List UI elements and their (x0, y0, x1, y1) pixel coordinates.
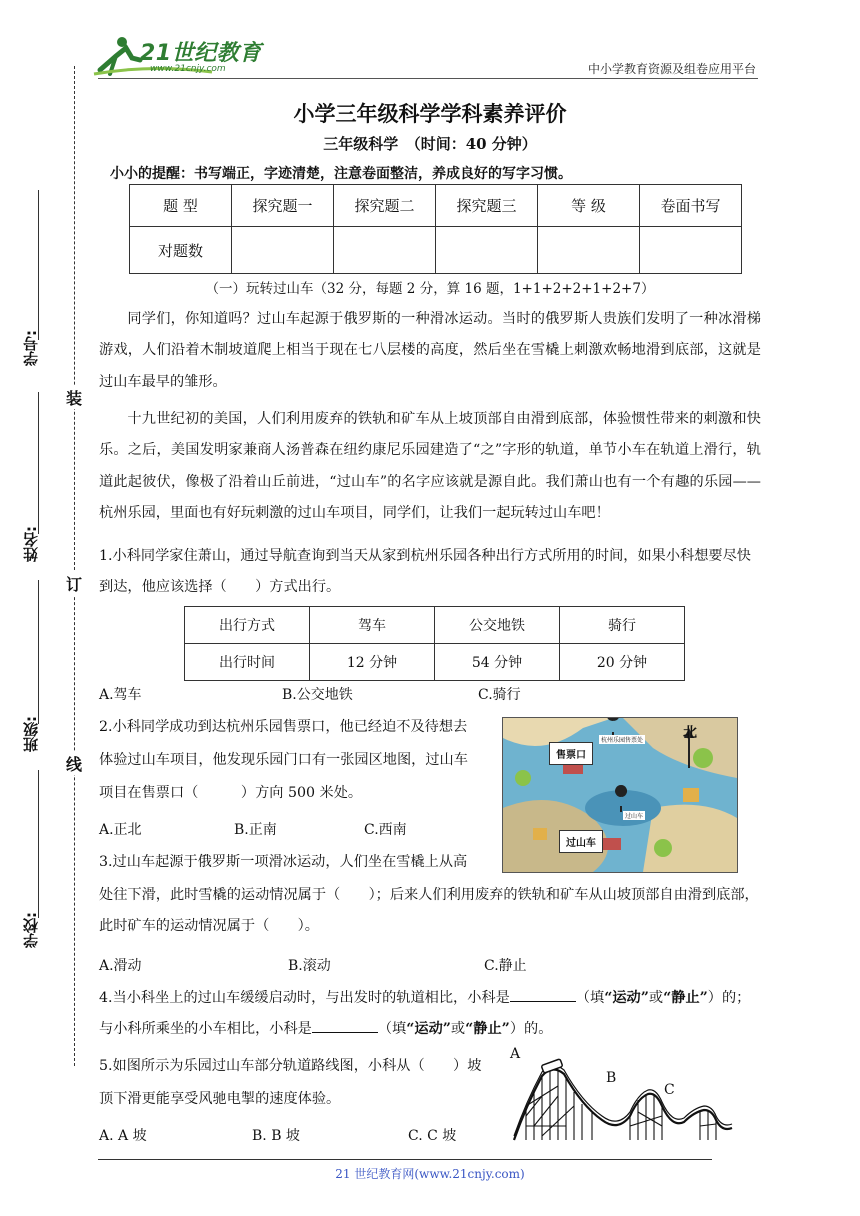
table-header-cell: 题 型 (130, 185, 232, 227)
question-1: 1.小科同学家住萧山，通过导航查询到当天从家到杭州乐园各种出行方式所用的时间，如果小科想要尽快到达，他应该选择（ ）方式出行。 (99, 548, 751, 596)
map-pin-label: 杭州乐园售票处 (601, 737, 644, 744)
question-2-line: 2.小科同学成功到达杭州乐园售票口，他已经迫不及待想去 (99, 719, 468, 735)
answer-blank[interactable] (312, 1018, 378, 1033)
name-field[interactable] (38, 392, 39, 534)
q4-option: “运动” (406, 1021, 451, 1038)
score-cell[interactable] (538, 227, 640, 274)
q4-text: ）的。 (509, 1021, 553, 1038)
option-b[interactable]: B. B 坡 (252, 1128, 300, 1144)
header-divider (98, 78, 758, 79)
table-cell: 出行方式 (185, 607, 310, 644)
table-header-cell: 等 级 (538, 185, 640, 227)
roller-coaster-track-icon (512, 1046, 734, 1142)
table-row (130, 227, 742, 274)
table-row (185, 607, 685, 644)
option-b[interactable]: B.正南 (234, 822, 277, 838)
q4-option: “静止” (663, 990, 708, 1006)
student-id-label: 学号: (22, 330, 40, 366)
intro-paragraph: 同学们，你知道吗？过山车起源于俄罗斯的一种滑冰运动。当时的俄罗斯人贵族们发明了一种冰滑梯游戏，人们沿着木制坡道爬上相当于现在七八层楼的高度，然后坐在雪橇上刺激欢畅地滑到底部，这就是过山车最早的雏形。 (99, 311, 761, 390)
q4-text: （填 (575, 990, 605, 1006)
platform-label: 中小学教育资源及组卷应用平台 (587, 62, 756, 76)
option-a[interactable]: A.正北 (99, 822, 142, 838)
binding-char: 订 (66, 572, 82, 595)
score-cell[interactable] (334, 227, 436, 274)
park-map (502, 717, 738, 873)
intro-paragraph: 十九世纪初的美国，人们利用废弃的铁轨和矿车从上坡顶部自由滑到底部，体验惯性带来的刺激和快乐。之后，美国发明家兼商人汤普森在纽约康尼乐园建造了“之”字形的轨道，单节小车在轨道上滑行，轨道此起彼伏，像极了沿着山丘前进，“过山车”的名字应该就是源自此。我们萧山也有一个有趣的乐园——杭州乐园，里面也有好玩刺激的过山车项目，同学们，让我们一起玩转过山车吧！ (99, 411, 761, 521)
q4-text: （填 (377, 1021, 407, 1038)
page-subtitle: 三年级科学 （时间：40 分钟） (323, 135, 537, 153)
school-label: 学校: (22, 912, 40, 948)
option-b[interactable]: B.滚动 (288, 958, 331, 974)
q4-text: 或 (450, 1021, 466, 1038)
binding-char: 装 (66, 386, 82, 409)
score-cell[interactable] (640, 227, 742, 274)
table-cell: 12 分钟 (310, 644, 435, 681)
question-5-line: 顶下滑更能享受风驰电掣的速度体验。 (99, 1091, 341, 1107)
option-c[interactable]: C. C 坡 (408, 1128, 457, 1144)
question-5-line: 5.如图所示为乐园过山车部分轨道路线图，小科从（ ）坡 (99, 1058, 482, 1074)
north-label: 北 (683, 725, 697, 741)
slope-label-c: C (664, 1082, 675, 1098)
map-label-ticket: 售票口 (549, 742, 593, 765)
binding-dashed-line (74, 66, 75, 1066)
logo-url: www.21cnjy.com (150, 64, 226, 74)
table-header-cell: 探究题三 (436, 185, 538, 227)
option-a[interactable]: A.滑动 (99, 958, 142, 974)
score-cell[interactable] (232, 227, 334, 274)
question-4 (99, 983, 761, 1046)
table-header-cell: 探究题一 (232, 185, 334, 227)
class-field[interactable] (38, 580, 39, 724)
answer-blank[interactable] (510, 987, 576, 1002)
map-label-coaster: 过山车 (559, 830, 603, 853)
option-a[interactable]: A. A 坡 (99, 1128, 147, 1144)
travel-table (184, 606, 685, 681)
table-row (185, 644, 685, 681)
option-c[interactable]: C.骑行 (478, 687, 521, 703)
question-3-rest: 处往下滑，此时雪橇的运动情况属于（ ）；后来人们利用废弃的铁轨和矿车从山坡顶部自由滑到底部，此时矿车的运动情况属于（ ）。 (99, 887, 759, 935)
table-header-cell: 卷面书写 (640, 185, 742, 227)
logo-text: 21世纪教育 (140, 41, 262, 66)
section-title: （一）玩转过山车（32 分，每题 2 分，算 16 题，1+1+2+2+1+2+7） (205, 281, 655, 297)
table-cell: 20 分钟 (560, 644, 685, 681)
question-3-line: 3.过山车起源于俄罗斯一项滑冰运动，人们坐在雪橇上从高 (99, 854, 468, 870)
question-2-line: 体验过山车项目，他发现乐园门口有一张园区地图，过山车 (99, 752, 468, 768)
q4-text: 或 (648, 990, 664, 1006)
slope-label-b: B (606, 1070, 617, 1086)
score-table (129, 184, 742, 274)
binding-char: 线 (66, 752, 82, 775)
table-row (130, 185, 742, 227)
table-row-label: 对题数 (130, 227, 232, 274)
student-id-field[interactable] (38, 190, 39, 340)
q4-text: ）的；与小科所乘坐的小车相比，小科是 (99, 990, 751, 1038)
name-label: 姓名: (22, 526, 40, 562)
table-cell: 54 分钟 (435, 644, 560, 681)
option-b[interactable]: B.公交地铁 (282, 687, 353, 703)
q4-text: 4.当小科坐上的过山车缓缓启动时，与出发时的轨道相比，小科是 (99, 990, 510, 1006)
class-label: 班级: (22, 716, 40, 752)
map-pin-label: 过山车 (625, 813, 644, 820)
reminder-text: 小小的提醒：书写端正，字迹清楚，注意卷面整洁，养成良好的写字习惯。 (110, 166, 572, 182)
table-cell: 出行时间 (185, 644, 310, 681)
table-header-cell: 探究题二 (334, 185, 436, 227)
table-cell: 公交地铁 (435, 607, 560, 644)
slope-label-a: A (510, 1046, 521, 1062)
score-cell[interactable] (436, 227, 538, 274)
table-cell: 驾车 (310, 607, 435, 644)
option-a[interactable]: A.驾车 (99, 687, 142, 703)
page-title: 小学三年级科学学科素养评价 (293, 101, 567, 126)
question-2-line: 项目在售票口（ ）方向 500 米处。 (99, 785, 363, 801)
table-cell: 骑行 (560, 607, 685, 644)
footer-text: 21 世纪教育网(www.21cnjy.com) (335, 1167, 525, 1181)
option-c[interactable]: C.静止 (484, 958, 527, 974)
option-c[interactable]: C.西南 (364, 822, 407, 838)
footer-divider (98, 1159, 712, 1160)
q4-option: “运动” (604, 990, 649, 1006)
q4-option: “静止” (465, 1021, 510, 1038)
school-field[interactable] (38, 770, 39, 918)
